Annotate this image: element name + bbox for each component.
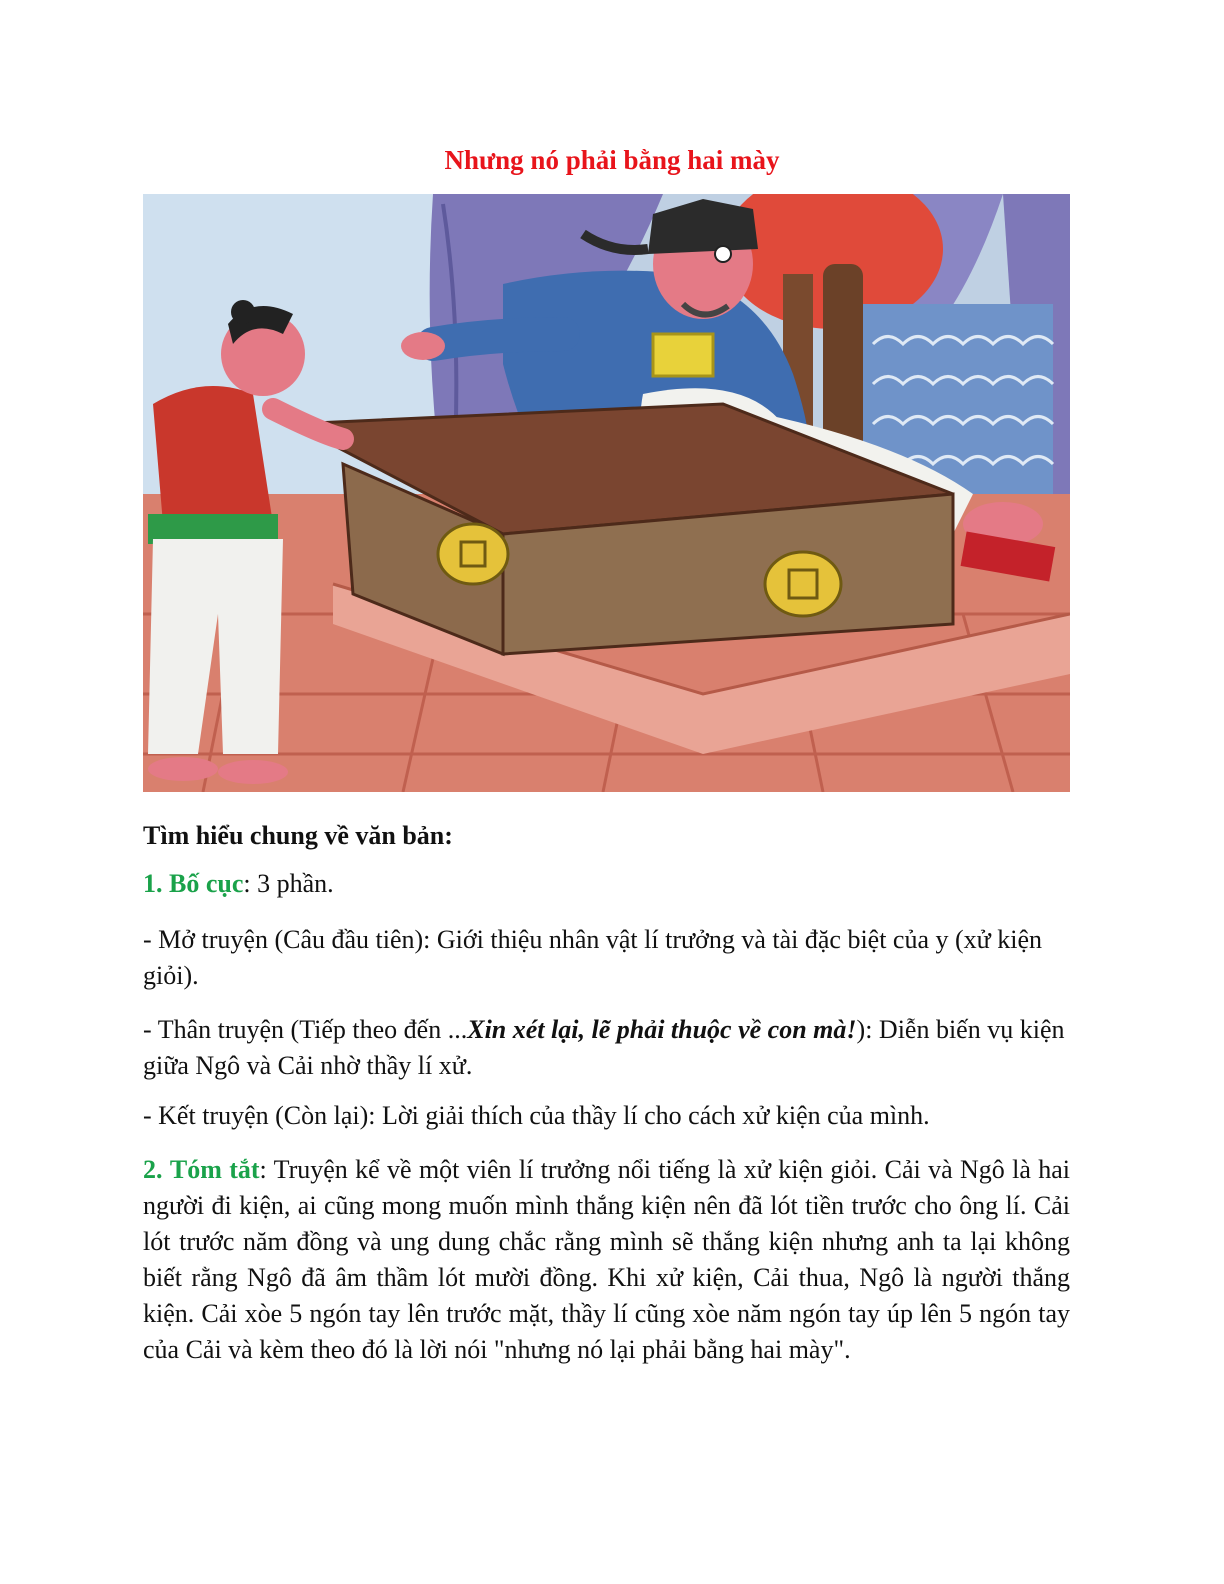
section2-number: 2.	[143, 1155, 163, 1184]
summary-text: : Truyện kể về một viên lí trưởng nổi tiếng là xử kiện giỏi. Cải và Ngô là hai người đi kiện, ai cũng mong muốn mình thắng kiện nên đã lót tiền trước cho ông lí. Cải lót trước năm đồng và ung dung chắc rằng mình sẽ thắng kiện nhưng anh ta lại không biết rằng Ngô đã âm thầm lót mười đồng. Khi xử kiện, Cải thua, Ngô là người thắng kiện. Cải xòe 5 ngón tay lên trước mặt, thầy lí cũng xòe năm ngón tay úp lên 5 ngón tay của Cải và kèm theo đó là lời nói "nhưng nó lại phải bằng hai mày".	[143, 1155, 1070, 1364]
section2-label: Tóm tắt	[169, 1155, 260, 1184]
page-title: Nhưng nó phải bằng hai mày	[444, 145, 780, 175]
section-structure-heading	[143, 866, 1070, 902]
section1-label: Bố cục	[169, 869, 244, 898]
structure-item-body-prefix: - Thân truyện (Tiếp theo đến ...	[143, 1015, 468, 1044]
section1-after-label: : 3 phần.	[243, 869, 334, 898]
structure-item-body	[143, 1012, 1070, 1084]
structure-item-ending: - Kết truyện (Còn lại): Lời giải thích của thầy lí cho cách xử kiện của mình.	[143, 1101, 930, 1130]
general-heading: Tìm hiểu chung về văn bản:	[143, 821, 453, 850]
summary-paragraph	[143, 1152, 1070, 1368]
structure-item-body-quote: Xin xét lại, lẽ phải thuộc về con mà!	[467, 1015, 857, 1044]
structure-item-body-suffix: ): Diễn biến vụ kiện giữa Ngô và Cải nhờ thầy lí xử.	[143, 1015, 1065, 1080]
structure-item-opening: - Mở truyện (Câu đầu tiên): Giới thiệu nhân vật lí trưởng và tài đặc biệt của y (xử kiện giỏi).	[143, 925, 1043, 990]
section1-number: 1.	[143, 869, 163, 898]
story-illustration	[143, 194, 1070, 792]
